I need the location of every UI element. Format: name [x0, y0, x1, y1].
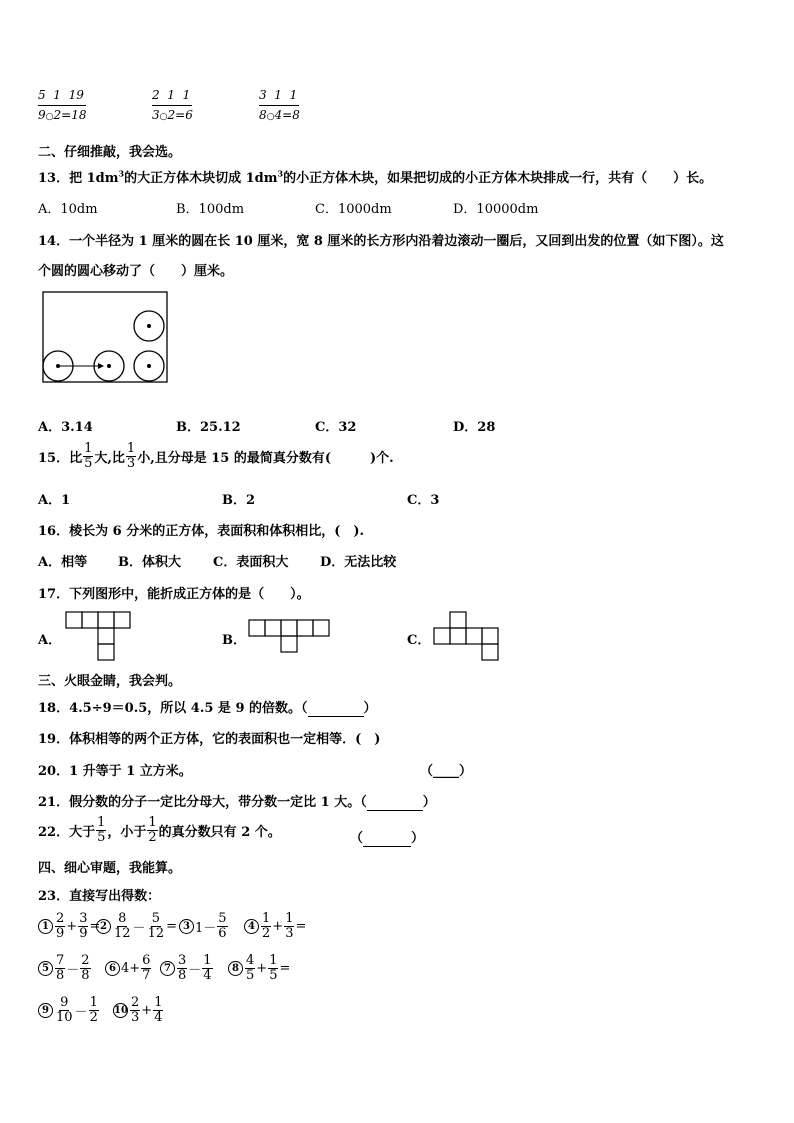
q21-paren-close: ）: [422, 795, 436, 810]
fraction-num: 1: [182, 88, 191, 102]
question-22: [38, 816, 281, 844]
fraction-num: 2: [152, 88, 160, 102]
fraction-den: 3: [285, 925, 294, 941]
q21-text: 21．假分数的分子一定比分母大，带分数一定比 1 大。（: [38, 795, 367, 810]
top-fraction-1: [38, 88, 98, 128]
q23-item-8[interactable]: [228, 954, 290, 982]
fraction-num: 19: [68, 88, 84, 102]
fraction-num: 7: [56, 953, 65, 968]
q13-text-b: 的大正方体木块切成 1dm: [124, 171, 278, 186]
fraction-num: 8: [118, 911, 127, 926]
operator: －: [132, 920, 146, 936]
operator-blank: ○: [45, 112, 54, 122]
fraction-den: 3: [152, 108, 160, 122]
q22-answer[interactable]: [350, 827, 424, 847]
fraction: [113, 912, 132, 940]
q21-answer-blank[interactable]: [367, 795, 423, 811]
fraction: [78, 912, 88, 940]
q20-answer-blank[interactable]: （____）: [420, 764, 473, 779]
fraction-num: 1: [126, 441, 136, 456]
fraction: [284, 912, 294, 940]
q17-option-b[interactable]: B．: [222, 633, 246, 648]
q17-net-c: [433, 611, 503, 663]
fraction: [177, 954, 187, 982]
fraction-num: 2: [131, 995, 140, 1010]
operator: =: [279, 960, 291, 976]
q23-item-1[interactable]: [38, 912, 100, 940]
q15-option-b[interactable]: B．2: [222, 493, 256, 508]
q16-option-d[interactable]: D．无法比较: [320, 555, 397, 570]
q22-paren-close: ）: [411, 831, 425, 846]
fraction-den: 18: [71, 108, 87, 122]
operator: +: [256, 960, 268, 976]
section-heading-2: 二、仔细推敲，我会选。: [38, 145, 182, 160]
item-number-badge: 6: [105, 961, 120, 976]
q17-net-b: [248, 619, 334, 655]
q18-answer-blank[interactable]: [308, 701, 364, 717]
fraction-den: 2: [148, 829, 157, 845]
operator: =: [166, 918, 178, 934]
operator: 1－: [195, 920, 217, 936]
q13-sup: 3: [118, 168, 125, 179]
q22-text-b: ，小于: [107, 824, 147, 840]
fraction-den: 8: [259, 108, 267, 122]
fraction: [147, 912, 166, 940]
fraction-num: 1: [89, 995, 98, 1010]
item-number-badge: 1: [38, 919, 53, 934]
question-14-line2: 个圆的圆心移动了（ ）厘米。: [38, 264, 234, 279]
fraction-num: 3: [79, 911, 88, 926]
equals: =: [175, 108, 186, 122]
fraction: [268, 954, 278, 982]
question-21: [38, 791, 436, 811]
q22-fraction-1: [96, 816, 106, 844]
q15-fraction-2: [126, 442, 136, 470]
question-13: [38, 167, 712, 186]
fraction-num: 1: [154, 995, 163, 1010]
fraction-den: 5: [246, 967, 255, 983]
fraction-num: 3: [178, 953, 187, 968]
operator: +: [141, 1002, 153, 1018]
q16-option-c[interactable]: C．表面积大: [213, 555, 289, 570]
top-fraction-3: [259, 88, 319, 128]
fraction-num: 1: [167, 88, 175, 102]
fraction: [55, 996, 74, 1024]
fraction-den: 6: [185, 108, 193, 122]
fraction: [153, 996, 163, 1024]
question-16: 16．棱长为 6 分米的正方体，表面积和体积相比，( ).: [38, 524, 365, 539]
fraction-num: 2: [81, 953, 90, 968]
fraction-den: 8: [178, 967, 187, 983]
q23-item-3[interactable]: [179, 912, 229, 940]
q13-sup: 3: [277, 168, 284, 179]
q23-item-6[interactable]: [105, 954, 152, 982]
item-number-badge: 7: [160, 961, 175, 976]
q14-option-d[interactable]: D．28: [453, 420, 496, 435]
fraction: [245, 954, 255, 982]
fraction-den: 10: [56, 1009, 73, 1025]
q17-net-a: [65, 611, 135, 663]
operator: 4+: [121, 960, 141, 976]
q23-item-2[interactable]: [96, 912, 177, 940]
q23-item-4[interactable]: [244, 912, 306, 940]
fraction-num: 1: [289, 88, 298, 102]
question-15: [38, 442, 394, 470]
operator: －: [66, 962, 80, 978]
fraction-den: 3: [131, 1009, 140, 1025]
q13-text-a: 13．把 1dm: [38, 171, 119, 186]
q23-item-9[interactable]: [38, 996, 100, 1024]
top-fraction-2: [152, 88, 212, 128]
fraction-den: 9: [56, 925, 65, 941]
fraction-num: 5: [38, 88, 46, 102]
q13-text-c: 的小正方体木块，如果把切成的小正方体木块排成一行，共有（ ）长。: [283, 171, 713, 186]
fraction: [55, 954, 65, 982]
fraction-num: 5: [218, 911, 227, 926]
operator: －: [74, 1004, 88, 1020]
fraction-den: 6: [218, 925, 227, 941]
fraction-num: 6: [142, 953, 151, 968]
question-23: 23．直接写出得数：: [38, 889, 161, 904]
q23-item-5[interactable]: [38, 954, 92, 982]
fraction-num: 1: [53, 88, 61, 102]
fraction-den: 9: [38, 108, 46, 122]
q15-text-c: 小,且分母是 15 的最简真分数有( )个.: [137, 450, 394, 466]
section-heading-4: 四、细心审题，我能算。: [38, 861, 182, 876]
q17-option-a[interactable]: A．: [38, 633, 62, 648]
equals: =: [61, 108, 72, 122]
q15-fraction-1: [83, 442, 93, 470]
fraction-den: 3: [126, 455, 136, 471]
fraction-num: 5: [151, 911, 160, 926]
operator: －: [188, 962, 202, 978]
fraction-den: 8: [292, 108, 300, 122]
fraction-num: 1: [148, 815, 157, 830]
fraction: [80, 954, 90, 982]
q13-option-a[interactable]: A．10dm: [38, 202, 98, 217]
q23-item-7[interactable]: [160, 954, 214, 982]
item-number-badge: 2: [96, 919, 111, 934]
operator-blank: ○: [159, 112, 168, 122]
fraction: [141, 954, 151, 982]
q15-text-a: 15．比: [38, 450, 83, 466]
fraction-den: 2: [89, 1009, 98, 1025]
item-number-badge: 10: [114, 1004, 128, 1016]
question-14-line1: 14．一个半径为 1 厘米的圆在长 10 厘米，宽 8 厘米的长方形内沿着边滚动一圈后，又回到出发的位置（如下图）。这: [38, 234, 724, 249]
fraction-den: 5: [84, 455, 93, 471]
fraction-den: 12: [114, 925, 131, 941]
fraction-num: 2: [56, 911, 65, 926]
equals: =: [282, 108, 293, 122]
fraction: [89, 996, 99, 1024]
q18-text: 18．4.5÷9＝0.5，所以 4.5 是 9 的倍数。（: [38, 701, 308, 716]
fraction-den: 7: [142, 967, 151, 983]
q22-fraction-2: [147, 816, 157, 844]
fraction-den: 2: [53, 108, 62, 122]
fraction-num: 1: [84, 441, 93, 456]
q22-text-a: 22．大于: [38, 824, 96, 840]
q18-paren-close: ）: [363, 701, 377, 716]
operator: +: [272, 918, 284, 934]
fraction-num: 1: [262, 911, 271, 926]
fraction-num: 1: [97, 815, 106, 830]
fraction-num: 1: [203, 953, 212, 968]
fraction: [55, 912, 65, 940]
fraction-den: 8: [56, 967, 65, 983]
q13-option-b[interactable]: B．100dm: [176, 202, 245, 217]
fraction-num: 1: [269, 953, 278, 968]
fraction-num: 1: [274, 88, 282, 102]
fraction-num: 9: [60, 995, 69, 1010]
q15-option-a[interactable]: A．1: [38, 493, 71, 508]
q16-option-b[interactable]: B．体积大: [118, 555, 181, 570]
fraction: [217, 912, 227, 940]
fraction-num: 1: [285, 911, 294, 926]
fraction-den: 8: [81, 967, 90, 983]
q15-text-b: 大,比: [94, 450, 125, 466]
q14-option-c[interactable]: C．32: [315, 420, 357, 435]
q13-option-d[interactable]: D．10000dm: [453, 202, 539, 217]
item-number-badge: 5: [38, 961, 53, 976]
q22-answer-blank[interactable]: [363, 831, 411, 847]
item-number-badge: 3: [179, 919, 194, 934]
item-number-badge: 4: [244, 919, 259, 934]
q16-option-a[interactable]: A．相等: [38, 555, 88, 570]
fraction-den: 4: [154, 1009, 163, 1025]
operator-blank: ○: [266, 112, 275, 122]
fraction-den: 5: [97, 829, 106, 845]
q22-text-c: 的真分数只有 2 个。: [158, 824, 281, 840]
fraction-den: 12: [147, 925, 165, 941]
fraction-den: 9: [79, 925, 88, 941]
item-number-badge: 8: [228, 961, 243, 976]
question-19: 19．体积相等的两个正方体，它的表面积也一定相等．( ): [38, 732, 381, 747]
fraction-num: 3: [259, 88, 267, 102]
fraction-den: 4: [274, 108, 283, 122]
section-heading-3: 三、火眼金睛，我会判。: [38, 674, 182, 689]
operator: =: [295, 918, 307, 934]
q14-figure: [38, 290, 170, 386]
fraction-den: 4: [203, 967, 212, 983]
fraction: [130, 996, 140, 1024]
q17-option-c[interactable]: C．: [407, 633, 431, 648]
q22-paren-open: （: [350, 831, 364, 846]
fraction-den: 2: [262, 925, 271, 941]
question-20: 20．1 升等于 1 立方米。: [38, 764, 192, 779]
q14-option-b[interactable]: B．25.12: [176, 420, 241, 435]
fraction: [202, 954, 212, 982]
question-18: [38, 697, 377, 717]
q23-item-10[interactable]: [113, 996, 164, 1024]
fraction-den: 2: [167, 108, 176, 122]
fraction-num: 4: [246, 953, 255, 968]
fraction: [261, 912, 271, 940]
fraction-den: 5: [269, 967, 278, 983]
q15-option-c[interactable]: C．3: [407, 493, 440, 508]
q13-option-c[interactable]: C．1000dm: [315, 202, 392, 217]
operator: =: [89, 918, 101, 934]
question-17: 17．下列图形中，能折成正方体的是（ ）。: [38, 587, 310, 602]
operator: +: [66, 918, 78, 934]
item-number-badge: 9: [38, 1003, 53, 1018]
q14-option-a[interactable]: A．3.14: [38, 420, 93, 435]
